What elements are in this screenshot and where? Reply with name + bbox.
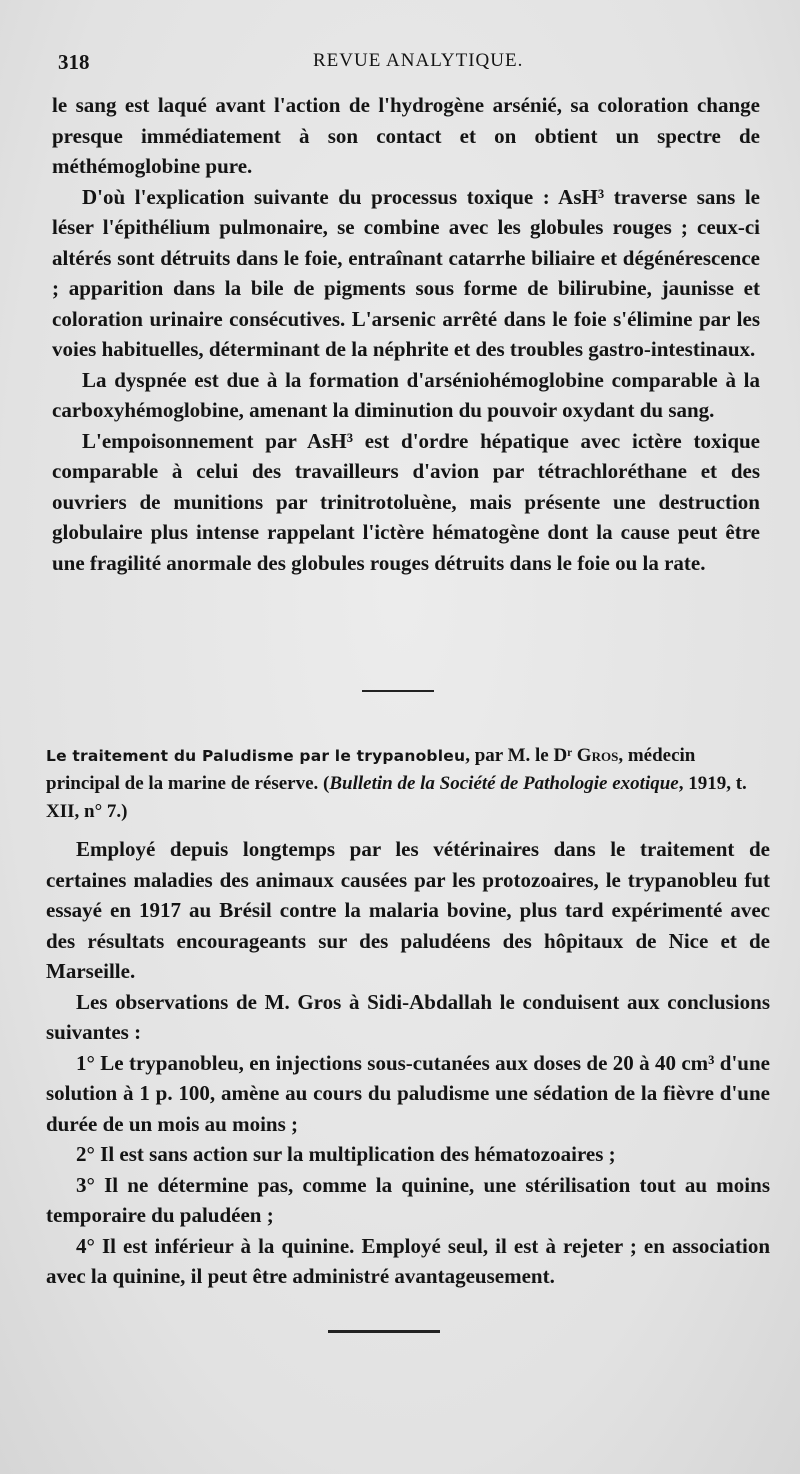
conclusion-item: 3° Il ne détermine pas, comme la quinine, une stérilisation tout au moins temporaire du paludéen ;	[46, 1172, 770, 1227]
article-title: Le traitement du Paludisme par le trypanobleu	[46, 747, 466, 765]
end-divider	[328, 1330, 440, 1333]
conclusion-item: 2° Il est sans action sur la multiplication des hématozoaires ;	[76, 1142, 616, 1166]
citation: , 1919, t. XII, n° 7.)	[46, 773, 747, 822]
author-name: Gros	[576, 745, 619, 766]
page-header	[58, 50, 758, 80]
section-divider	[362, 690, 434, 692]
paragraph: le sang est laqué avant l'action de l'hydrogène arsénié, sa coloration change presque immédiatement à son contact et on obtient un spectre de méthémoglobine pure.	[52, 93, 760, 178]
text-block-lower	[46, 834, 770, 1292]
text-block-upper	[52, 90, 760, 578]
article-reference	[46, 742, 762, 826]
paragraph: D'où l'explication suivante du processus toxique : AsH³ traverse sans le léser l'épithélium pulmonaire, se combine avec les globules rouges ; ceux-ci altérés sont détruits dans le foie, entraînant catarrhe biliaire et dégénérescence ; apparition dans la bile de pigments sous forme de bilirubine, jaunisse et coloration urinaire consécutives. L'arsenic arrêté dans le foie s'élimine par les voies habituelles, déterminant de la néphrite et des troubles gastro-intestinaux.	[52, 184, 760, 361]
author-suffix: , médecin principal de la marine de réserve. (	[46, 745, 696, 794]
journal-name: Bulletin de la Société de Pathologie exotique	[329, 773, 679, 794]
page-number: 318	[58, 50, 90, 74]
conclusion-item: 1° Le trypanobleu, en injections sous-cutanées aux doses de 20 à 40 cm³ d'une solution à 1 p. 100, amène au cours du paludisme une sédation de la fièvre d'une durée de un mois au moins ;	[46, 1050, 770, 1136]
conclusion-item: 4° Il est inférieur à la quinine. Employé seul, il est à rejeter ; en association avec la quinine, il peut être administré avantageusement.	[46, 1233, 770, 1288]
paragraph: La dyspnée est due à la formation d'arséniohémoglobine comparable à la carboxyhémoglobine, amenant la diminution du pouvoir oxydant du sang.	[52, 367, 760, 422]
author-prefix: , par M. le Dʳ	[465, 745, 577, 766]
running-title: REVUE ANALYTIQUE.	[313, 50, 524, 71]
paragraph: Les observations de M. Gros à Sidi-Abdallah le conduisent aux conclusions suivantes :	[46, 989, 770, 1044]
paragraph: Employé depuis longtemps par les vétérinaires dans le traitement de certaines maladies des animaux causées par les protozoaires, le trypanobleu fut essayé en 1917 au Brésil contre la malaria bovine, plus tard expérimenté avec des résultats encourageants sur des paludéens des hôpitaux de Nice et de Marseille.	[46, 837, 770, 983]
paragraph: L'empoisonnement par AsH³ est d'ordre hépatique avec ictère toxique comparable à celui des travailleurs d'avion par tétrachloréthane et des ouvriers de munitions par trinitrotoluène, mais présente une destruction globulaire plus intense rappelant l'ictère hématogène dont la cause peut être une fragilité anormale des globules rouges détruits dans le foie ou la rate.	[52, 428, 760, 575]
